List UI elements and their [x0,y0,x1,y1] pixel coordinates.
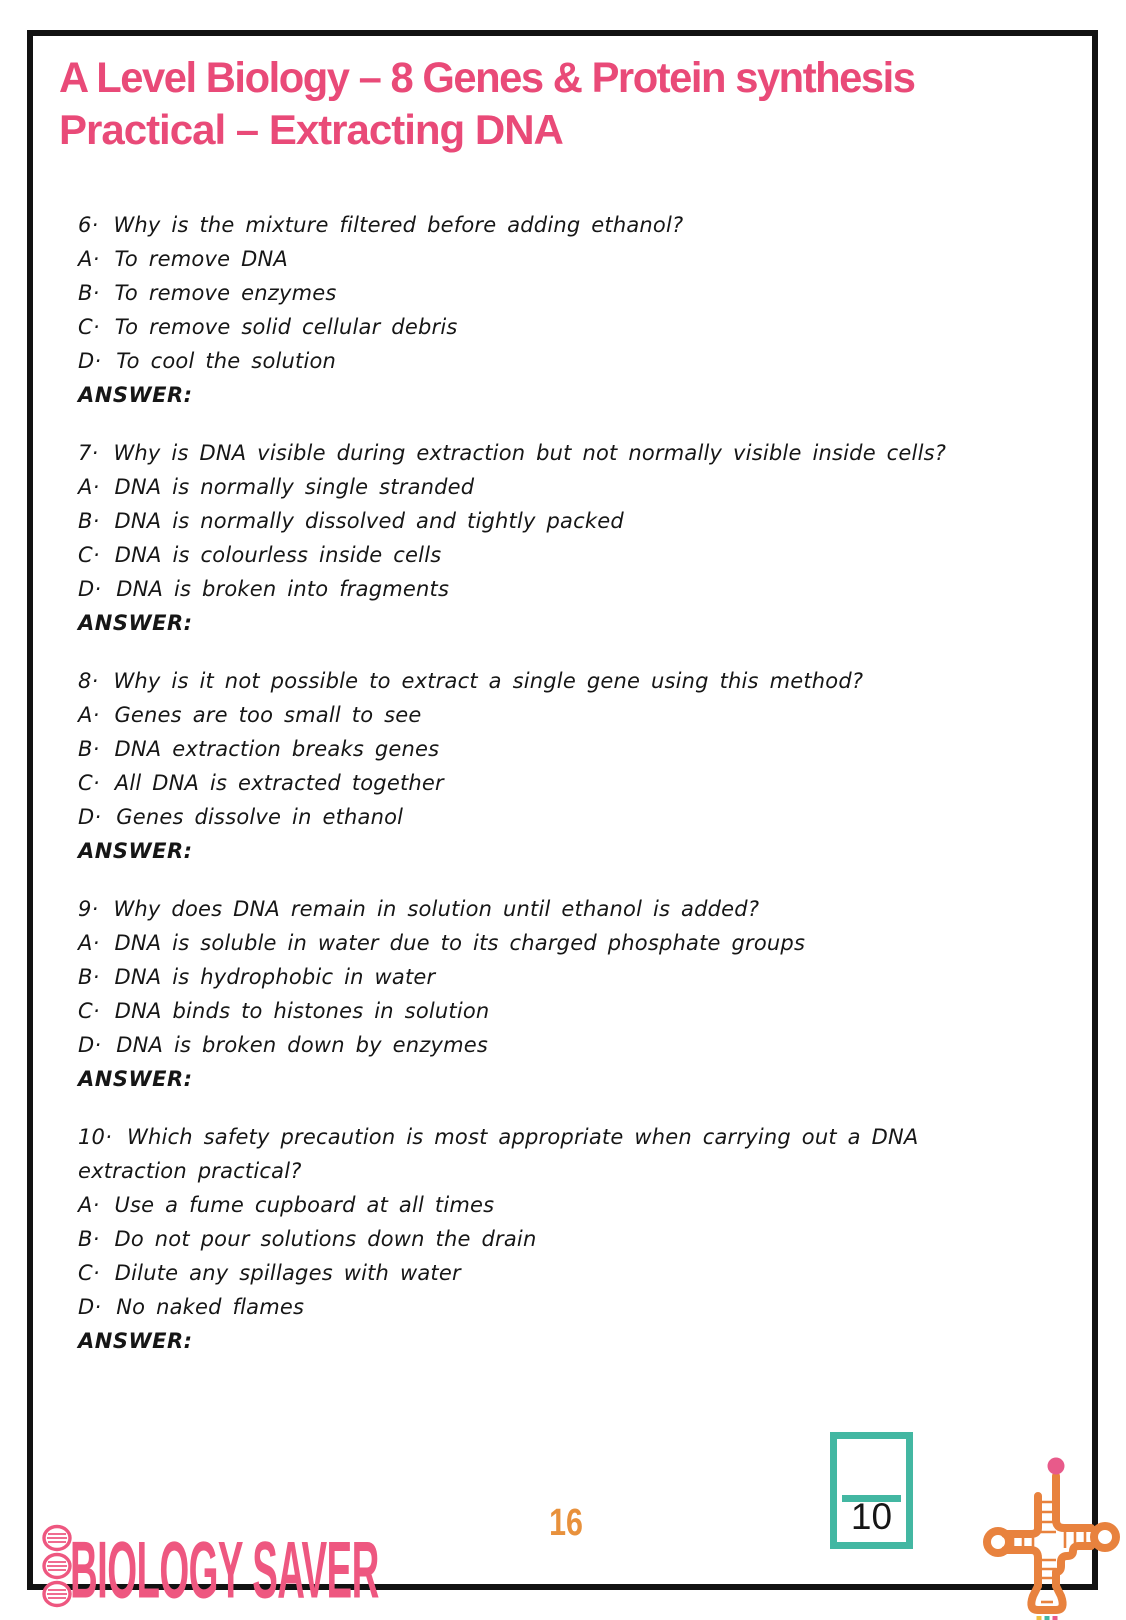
option-d [78,800,1080,834]
option-label: C· [78,315,100,339]
option-text: DNA is normally single stranded [114,475,475,499]
option-c [78,766,1080,800]
option-d [78,344,1080,378]
option-a [78,926,1080,960]
question-block-8 [78,664,1080,868]
option-label: D· [78,1033,102,1057]
answer-field: ANSWER: [78,383,193,407]
option-text: Use a fume cupboard at all times [114,1193,495,1217]
option-label: A· [78,931,100,955]
score-total: 10 [850,1496,893,1537]
option-text: Do not pour solutions down the drain [114,1227,537,1251]
page-title [59,52,941,156]
question-text [78,208,1080,242]
question-block-7 [78,436,1080,640]
option-text: DNA extraction breaks genes [114,737,440,761]
option-label: D· [78,577,102,601]
option-text: DNA is broken into fragments [116,577,450,601]
option-label: B· [78,509,100,533]
option-text: To remove DNA [114,247,288,271]
page-title-line2: Practical – Extracting DNA [59,106,563,153]
option-text: Dilute any spillages with water [114,1261,461,1285]
question-list [78,208,1080,1382]
answer-field: ANSWER: [78,1067,193,1091]
question-block-9 [78,892,1080,1096]
option-text: To remove solid cellular debris [114,315,458,339]
option-label: C· [78,543,100,567]
logo-wordmark: BIOLOGY SAVER [70,1524,379,1616]
option-label: D· [78,805,102,829]
question-text [78,436,1080,470]
question-number: 6· [78,213,99,237]
option-text: To remove enzymes [114,281,337,305]
option-text: DNA is soluble in water due to its charged phosphate groups [114,931,806,955]
option-text: All DNA is extracted together [114,771,444,795]
option-label: A· [78,247,100,271]
option-text: Genes dissolve in ethanol [116,805,404,829]
option-b [78,1222,1080,1256]
option-c [78,994,1080,1028]
option-text: Genes are too small to see [114,703,422,727]
option-a [78,698,1080,732]
option-c [78,1256,1080,1290]
trna-molecule-icon [983,1454,1126,1620]
page-border [27,30,1098,1616]
option-label: C· [78,1261,100,1285]
option-label: D· [78,1295,102,1319]
option-text: To cool the solution [116,349,337,373]
option-a [78,242,1080,276]
page-number: 16 [549,1502,583,1544]
question-text [78,892,1080,926]
option-text: No naked flames [116,1295,305,1319]
question-block-6 [78,208,1080,412]
option-label: A· [78,475,100,499]
question-block-10 [78,1120,1080,1358]
option-label: D· [78,349,102,373]
option-text: DNA is normally dissolved and tightly packed [114,509,624,533]
question-text [78,1120,958,1188]
option-label: A· [78,703,100,727]
option-d [78,1028,1080,1062]
option-label: B· [78,965,100,989]
answer-field: ANSWER: [78,611,193,635]
option-text: DNA is broken down by enzymes [116,1033,489,1057]
page-title-line1: A Level Biology – 8 Genes & Protein synthesis [59,54,915,102]
option-a [78,1188,1080,1222]
option-label: A· [78,1193,100,1217]
question-number: 9· [78,897,99,921]
option-label: B· [78,737,100,761]
option-b [78,732,1080,766]
option-b [78,960,1080,994]
option-b [78,276,1080,310]
answer-field: ANSWER: [78,1329,193,1353]
biology-saver-logo [41,1524,585,1616]
question-body: Why does DNA remain in solution until ethanol is added? [113,897,760,921]
score-box [830,1432,913,1549]
option-d [78,1290,1080,1324]
option-c [78,538,1080,572]
option-text: DNA is hydrophobic in water [114,965,436,989]
question-number: 8· [78,669,99,693]
option-text: DNA is colourless inside cells [114,543,442,567]
option-label: C· [78,999,100,1023]
option-c [78,310,1080,344]
option-a [78,470,1080,504]
option-b [78,504,1080,538]
question-body: Why is the mixture filtered before adding ethanol? [113,213,684,237]
question-body: Which safety precaution is most appropriate when carrying out a DNA extraction practical? [78,1125,919,1183]
amino-acid-dot [1048,1458,1065,1475]
question-number: 10· [78,1125,112,1149]
option-label: B· [78,1227,100,1251]
option-label: B· [78,281,100,305]
option-d [78,572,1080,606]
option-label: C· [78,771,100,795]
question-text [78,664,1080,698]
question-body: Why is it not possible to extract a single gene using this method? [113,669,864,693]
option-text: DNA binds to histones in solution [114,999,490,1023]
answer-field: ANSWER: [78,839,193,863]
question-number: 7· [78,441,99,465]
question-body: Why is DNA visible during extraction but not normally visible inside cells? [113,441,947,465]
